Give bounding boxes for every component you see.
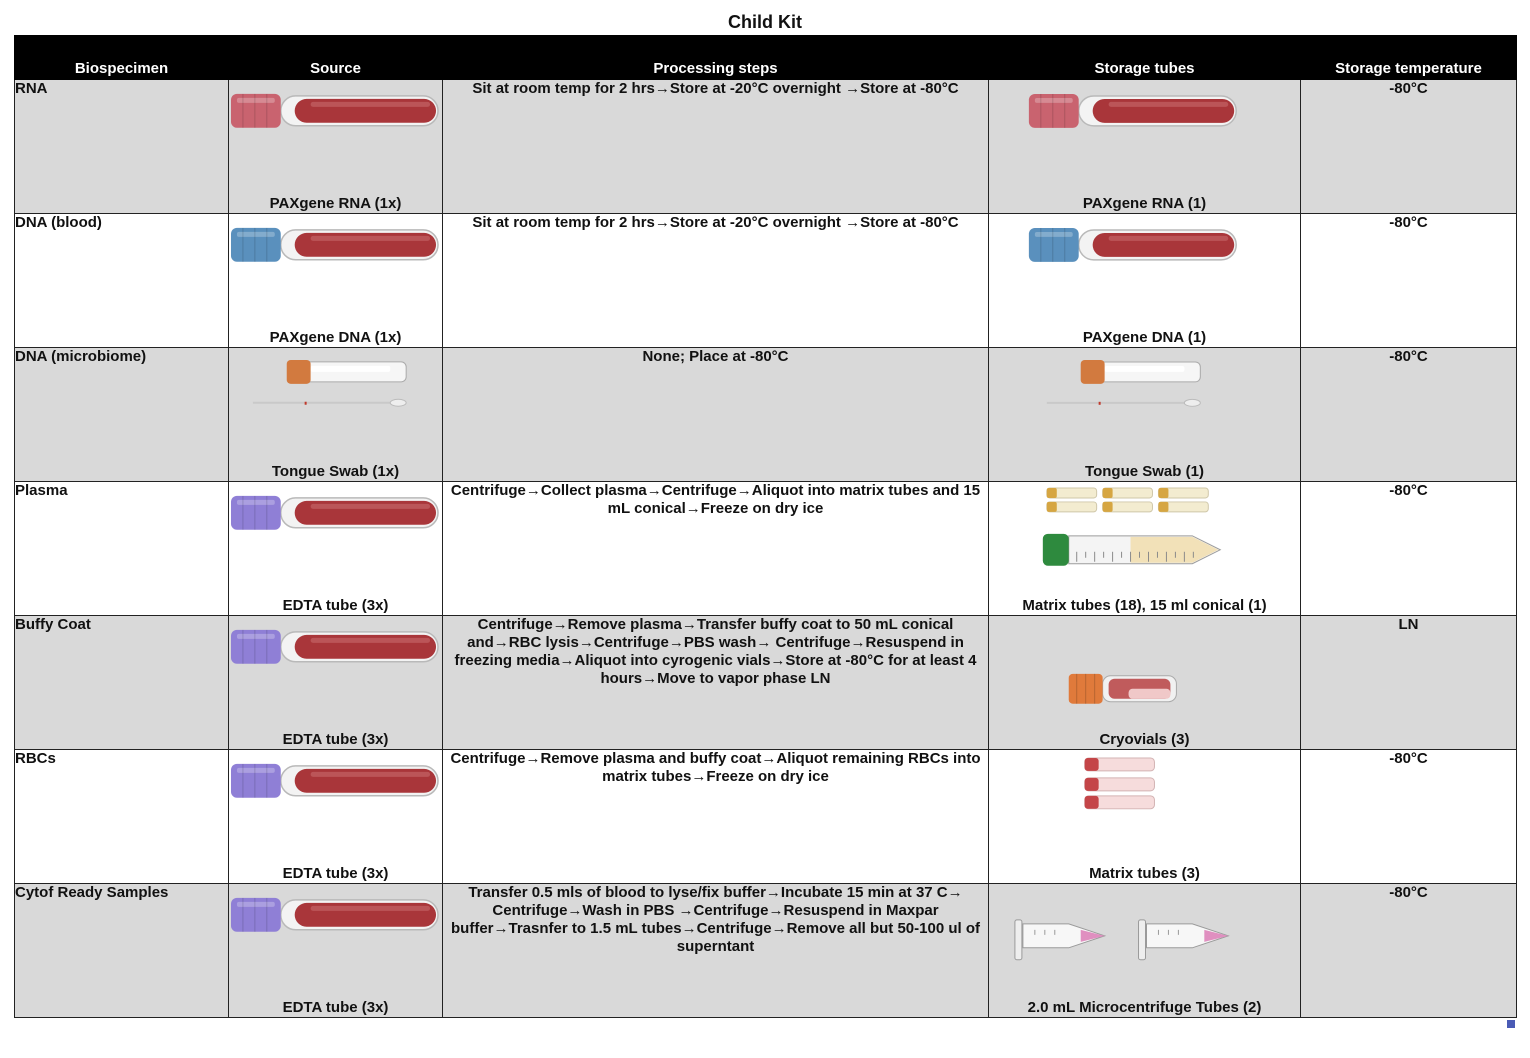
storage-caption: 2.0 mL Microcentrifuge Tubes (2) xyxy=(1027,999,1262,1016)
processing-steps-text: Centrifuge→Collect plasma→Centrifuge→Aliquot into matrix tubes and 15 mL conical→Freeze on dry ice xyxy=(450,482,981,517)
biospecimen-cell xyxy=(15,80,229,214)
temperature-value: -80°C xyxy=(1389,80,1428,97)
source-cell xyxy=(229,750,443,884)
temperature-value: -80°C xyxy=(1389,482,1428,499)
processing-steps-cell xyxy=(443,348,989,482)
source-caption: Tongue Swab (1x) xyxy=(271,463,400,480)
source-cell xyxy=(229,348,443,482)
biospecimen-label: RNA xyxy=(15,80,48,97)
source-cell xyxy=(229,482,443,616)
biospecimen-cell xyxy=(15,750,229,884)
storage-caption: Matrix tubes (18), 15 ml conical (1) xyxy=(1022,597,1267,614)
source-caption: EDTA tube (3x) xyxy=(282,731,389,748)
temperature-value: -80°C xyxy=(1389,348,1428,365)
processing-steps-cell xyxy=(443,214,989,348)
source-cell xyxy=(229,214,443,348)
header-storage-temperature: Storage temperature xyxy=(1301,36,1517,80)
biospecimen-label: DNA (microbiome) xyxy=(15,348,147,365)
corner-marker xyxy=(1507,1020,1515,1028)
storage-caption: Matrix tubes (3) xyxy=(1089,865,1200,882)
storage-temperature-cell xyxy=(1301,750,1517,884)
storage-tubes-cell xyxy=(989,884,1301,1018)
storage-temperature-cell xyxy=(1301,348,1517,482)
source-cell xyxy=(229,616,443,750)
processing-steps-cell xyxy=(443,80,989,214)
storage-caption: Tongue Swab (1) xyxy=(1085,463,1204,480)
source-caption: EDTA tube (3x) xyxy=(282,865,389,882)
biospecimen-label: Buffy Coat xyxy=(15,616,91,633)
source-caption: EDTA tube (3x) xyxy=(282,597,389,614)
biospecimen-cell xyxy=(15,616,229,750)
biospecimen-label: Cytof Ready Samples xyxy=(15,884,169,901)
processing-steps-text: None; Place at -80°C xyxy=(642,348,789,365)
table-row xyxy=(15,214,1517,348)
processing-steps-text: Centrifuge→Remove plasma→Transfer buffy coat to 50 mL conical and→RBC lysis→Centrifuge→PBS wash→ Centrifuge→Resuspend in freezing media→Aliquot into cyrogenic vials→Store at -80°C for at least 4 hours→Move to vapor phase LN xyxy=(454,616,977,687)
storage-temperature-cell xyxy=(1301,884,1517,1018)
biospecimen-cell xyxy=(15,884,229,1018)
processing-steps-cell xyxy=(443,750,989,884)
biospecimen-label: RBCs xyxy=(15,750,56,767)
temperature-value: -80°C xyxy=(1389,884,1428,901)
biospecimen-cell xyxy=(15,214,229,348)
source-caption: EDTA tube (3x) xyxy=(282,999,389,1016)
storage-temperature-cell xyxy=(1301,214,1517,348)
processing-steps-text: Sit at room temp for 2 hrs→Store at -20°C overnight →Store at -80°C xyxy=(472,80,959,97)
storage-tubes-cell xyxy=(989,482,1301,616)
storage-temperature-cell xyxy=(1301,616,1517,750)
storage-tubes-cell xyxy=(989,80,1301,214)
processing-steps-text: Centrifuge→Remove plasma and buffy coat→Aliquot remaining RBCs into matrix tubes→Freeze on dry ice xyxy=(450,750,981,785)
storage-tubes-cell xyxy=(989,348,1301,482)
header-row xyxy=(15,36,1517,80)
table-row xyxy=(15,884,1517,1018)
storage-temperature-cell xyxy=(1301,80,1517,214)
processing-steps-text: Sit at room temp for 2 hrs→Store at -20°C overnight →Store at -80°C xyxy=(472,214,959,231)
table-row xyxy=(15,750,1517,884)
storage-temperature-cell xyxy=(1301,482,1517,616)
table-row xyxy=(15,80,1517,214)
storage-caption: PAXgene RNA (1) xyxy=(1082,195,1207,212)
table-row xyxy=(15,616,1517,750)
storage-tubes-cell xyxy=(989,616,1301,750)
temperature-value: LN xyxy=(1398,616,1419,633)
storage-tubes-cell xyxy=(989,214,1301,348)
table-row xyxy=(15,348,1517,482)
source-cell xyxy=(229,884,443,1018)
temperature-value: -80°C xyxy=(1389,214,1428,231)
header-source: Source xyxy=(229,36,443,80)
processing-steps-cell xyxy=(443,884,989,1018)
child-kit-table xyxy=(14,35,1517,1018)
table-row xyxy=(15,482,1517,616)
processing-steps-cell xyxy=(443,616,989,750)
page-title: Child Kit xyxy=(728,12,802,32)
header-processing-steps: Processing steps xyxy=(443,36,989,80)
source-caption: PAXgene DNA (1x) xyxy=(269,329,402,346)
source-caption: PAXgene RNA (1x) xyxy=(269,195,402,212)
storage-tubes-cell xyxy=(989,750,1301,884)
storage-caption: PAXgene DNA (1) xyxy=(1082,329,1207,346)
processing-steps-cell xyxy=(443,482,989,616)
temperature-value: -80°C xyxy=(1389,750,1428,767)
biospecimen-label: Plasma xyxy=(15,482,68,499)
biospecimen-cell xyxy=(15,348,229,482)
header-biospecimen: Biospecimen xyxy=(15,36,229,80)
biospecimen-label: DNA (blood) xyxy=(15,214,102,231)
processing-steps-text: Transfer 0.5 mls of blood to lyse/fix buffer→Incubate 15 min at 37 C→ Centrifuge→Wash in PBS →Centrifuge→Resuspend in Maxpar buffer→Trasnfer to 1.5 mL tubes→Centrifuge→Remove all but 50-100 ul of superntant xyxy=(451,884,980,955)
storage-caption: Cryovials (3) xyxy=(1099,731,1190,748)
source-cell xyxy=(229,80,443,214)
biospecimen-cell xyxy=(15,482,229,616)
header-storage-tubes: Storage tubes xyxy=(989,36,1301,80)
